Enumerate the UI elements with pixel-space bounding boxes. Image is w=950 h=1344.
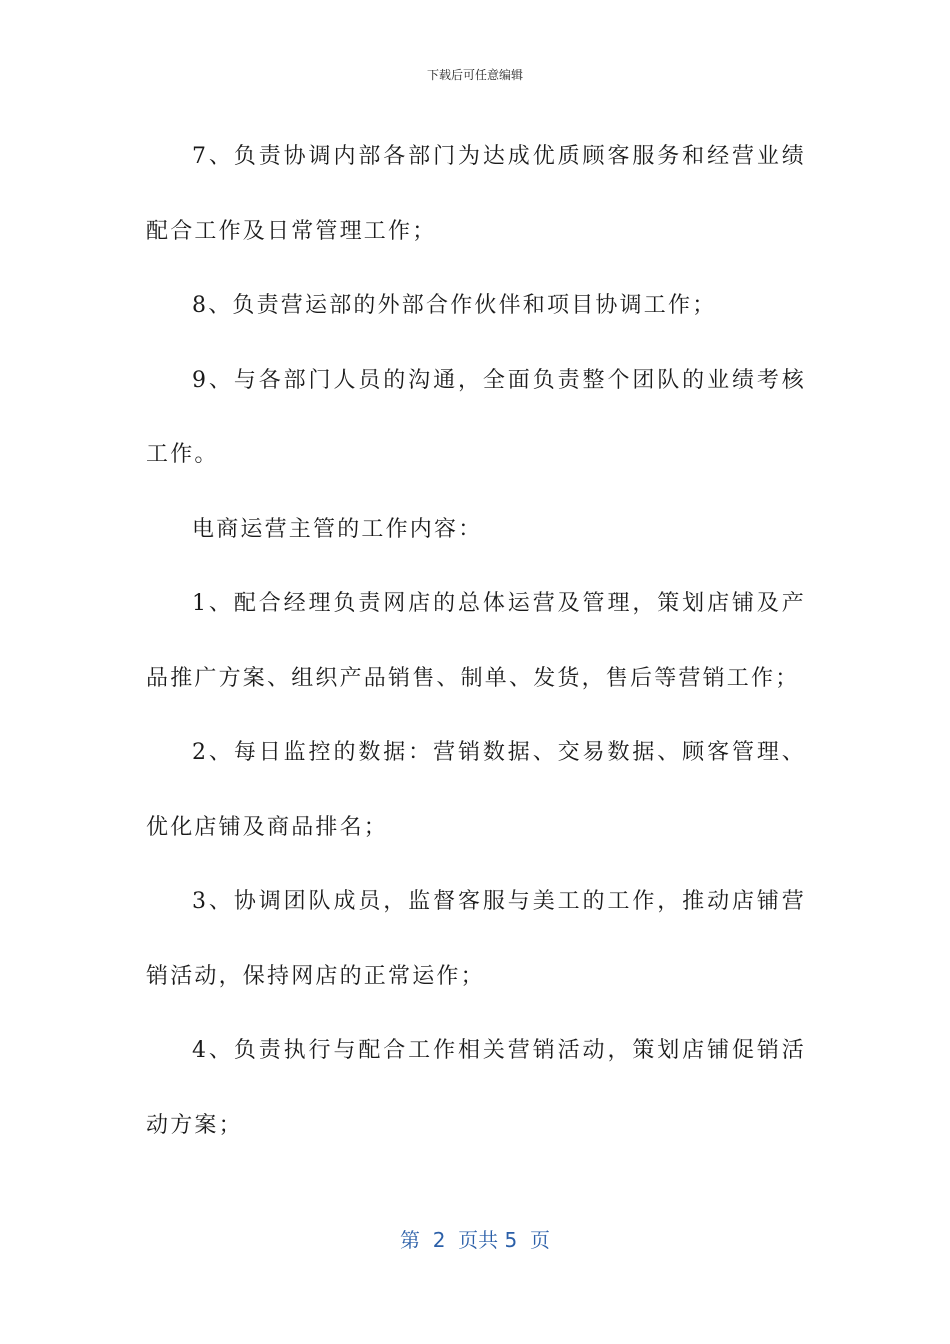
- paragraph-item-8: 8、负责营运部的外部合作伙伴和项目协调工作；: [192, 293, 717, 318]
- paragraph-item-7: 7、负责协调内部各部门为达成优质顾客服务和经营业绩配合工作及日常管理工作；: [146, 144, 806, 244]
- document-body: [146, 120, 806, 1163]
- paragraph-item-2: 2、每日监控的数据：营销数据、交易数据、顾客管理、优化店铺及商品排名；: [146, 740, 806, 840]
- paragraph-item-1: 1、配合经理负责网店的总体运营及管理，策划店铺及产品推广方案、组织产品销售、制单、发货，售后等营销工作；: [146, 591, 806, 691]
- paragraph-item-3: 3、协调团队成员，监督客服与美工的工作，推动店铺营销活动，保持网店的正常运作；: [146, 889, 806, 989]
- section-heading-supervisor-duties: 电商运营主管的工作内容：: [192, 516, 483, 542]
- paragraph-item-9: 9、与各部门人员的沟通，全面负责整个团队的业绩考核工作。: [146, 367, 806, 467]
- page-header-note: 下载后可任意编辑: [426, 68, 523, 82]
- page-number-footer: 第 2 页共 5 页: [400, 1228, 550, 1252]
- paragraph-item-4: 4、负责执行与配合工作相关营销活动，策划店铺促销活动方案；: [146, 1038, 806, 1138]
